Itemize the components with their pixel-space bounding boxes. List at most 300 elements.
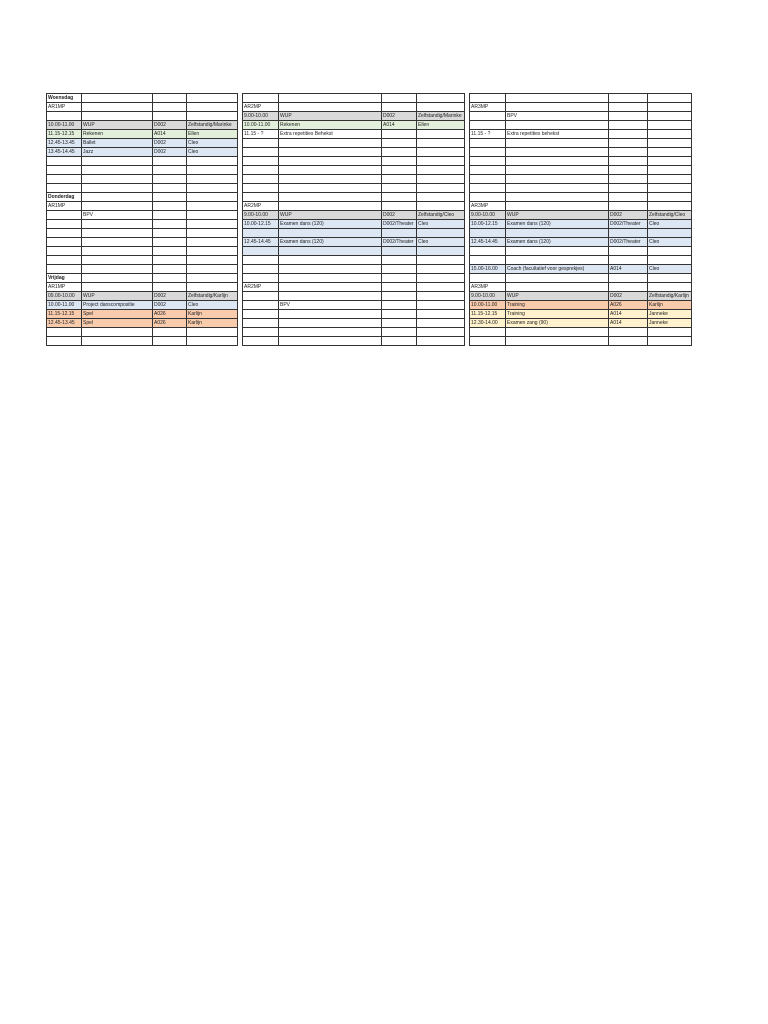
table-cell [153,274,187,283]
table-cell [470,229,506,238]
table-cell [279,166,382,175]
table-cell [417,175,465,184]
table-cell [279,193,382,202]
table-cell [609,175,648,184]
table-cell [153,220,187,229]
table-cell: Cleo [187,301,238,310]
table-cell [82,274,153,283]
table-cell [153,175,187,184]
table-cell [470,94,506,103]
table-cell [243,328,279,337]
table-cell [382,193,417,202]
table-cell: BPV [82,211,153,220]
table-cell [187,256,238,265]
table-cell [648,274,692,283]
table-cell [82,166,153,175]
table-cell [609,229,648,238]
table-cell [82,184,153,193]
table-cell [279,175,382,184]
table-cell: D002 [153,139,187,148]
table-cell [153,184,187,193]
table-cell: Zelfstandig/Marinke [187,121,238,130]
table-cell: A014 [153,130,187,139]
table-row [47,319,692,328]
table-cell [279,328,382,337]
table-cell [279,292,382,301]
table-row [47,148,692,157]
table-cell [648,166,692,175]
table-cell: 11.15 - ? [470,130,506,139]
table-cell [470,148,506,157]
table-row [47,337,692,346]
table-cell [648,157,692,166]
table-row [47,130,692,139]
table-cell [648,202,692,211]
table-cell [382,319,417,328]
table-cell [382,148,417,157]
table-cell [82,283,153,292]
table-cell [153,256,187,265]
table-cell: Cleo [417,220,465,229]
table-cell: D002 [609,292,648,301]
table-cell: A014 [609,319,648,328]
day-header-row [47,274,692,283]
table-cell [187,238,238,247]
table-cell [82,265,153,274]
table-cell [243,274,279,283]
table-cell: 10.00-11.00 [47,121,82,130]
table-cell [506,148,609,157]
table-row [47,175,692,184]
table-row [47,139,692,148]
table-cell [279,103,382,112]
table-cell [47,157,82,166]
table-cell: Zelfstandig/Karlijn [187,292,238,301]
table-cell [506,175,609,184]
table-cell: 12.45-14.45 [243,238,279,247]
table-cell: D002/Theater [382,238,417,247]
table-cell [243,337,279,346]
table-cell [609,157,648,166]
table-cell [47,184,82,193]
table-cell [470,337,506,346]
table-cell: 12.45-13.45 [47,139,82,148]
table-cell [153,193,187,202]
table-cell: Cleo [648,265,692,274]
table-cell [506,139,609,148]
table-cell [243,193,279,202]
table-cell [648,337,692,346]
table-cell [382,94,417,103]
table-cell [609,193,648,202]
table-cell: 12.30-14.00 [470,319,506,328]
table-row [47,202,692,211]
table-cell [243,166,279,175]
table-cell [470,139,506,148]
table-cell [470,328,506,337]
table-cell [82,94,153,103]
table-cell [417,328,465,337]
table-cell [382,265,417,274]
table-cell [187,112,238,121]
table-cell: Project danscompositie [82,301,153,310]
table-cell [82,328,153,337]
table-cell: D002/Theater [609,238,648,247]
table-row [47,184,692,193]
table-cell: D002 [153,148,187,157]
table-cell [187,274,238,283]
table-cell [153,166,187,175]
table-cell: A026 [153,319,187,328]
table-cell [47,337,82,346]
table-cell [243,292,279,301]
table-cell: 10.00-11.00 [470,301,506,310]
table-cell: 09.00-10.00 [47,292,82,301]
table-cell [279,247,382,256]
table-cell [648,121,692,130]
table-cell [470,184,506,193]
table-cell [609,247,648,256]
table-cell: Examen dans (120) [279,220,382,229]
table-cell [243,184,279,193]
table-cell [609,274,648,283]
table-cell [470,247,506,256]
table-cell [648,112,692,121]
table-cell: Cleo [187,139,238,148]
table-cell [417,166,465,175]
table-cell: BPV [506,112,609,121]
day-label: Woensdag [47,94,82,103]
table-cell: AR3MP [470,103,506,112]
table-cell [470,157,506,166]
table-cell [82,202,153,211]
table-cell [470,193,506,202]
table-row [47,247,692,256]
table-cell: 11.15-12.15 [47,310,82,319]
table-cell [609,166,648,175]
table-cell [47,265,82,274]
table-cell: Examen dans (120) [506,220,609,229]
table-cell: WUP [82,121,153,130]
table-cell: 9.00-10.00 [243,211,279,220]
table-cell [187,247,238,256]
table-cell [153,337,187,346]
table-cell [609,112,648,121]
table-cell [187,166,238,175]
table-cell [187,283,238,292]
table-cell [382,103,417,112]
table-cell [47,211,82,220]
table-cell: Karlijn [187,319,238,328]
table-cell: AR2MP [243,103,279,112]
table-cell [187,202,238,211]
table-cell [153,265,187,274]
table-row [47,310,692,319]
table-row [47,328,692,337]
table-cell [382,247,417,256]
table-cell: Spel [82,310,153,319]
table-cell: Zelfstandig/Marinke [417,112,465,121]
table-cell [187,184,238,193]
table-cell: A014 [609,265,648,274]
table-cell [648,103,692,112]
table-cell: Extra repetities behekst [506,130,609,139]
table-cell [82,256,153,265]
table-cell [417,256,465,265]
table-cell [609,139,648,148]
table-cell [382,274,417,283]
table-cell [470,256,506,265]
table-cell [417,274,465,283]
table-cell [47,229,82,238]
table-cell [506,202,609,211]
table-cell [417,265,465,274]
table-cell [47,112,82,121]
table-cell [187,229,238,238]
table-cell [187,211,238,220]
table-cell [648,184,692,193]
table-cell: 10.00-12.15 [470,220,506,229]
table-cell: Extra repetities Behekst [279,130,382,139]
table-cell [506,283,609,292]
table-cell [153,202,187,211]
table-cell [382,337,417,346]
day-header-row [47,193,692,202]
table-cell: WUP [279,112,382,121]
table-cell [243,139,279,148]
table-cell [382,310,417,319]
table-cell [187,103,238,112]
day-label: Vrijdag [47,274,82,283]
table-cell [609,202,648,211]
table-cell [648,328,692,337]
table-cell: Coach (facultatief voor gesprekjes) [506,265,609,274]
table-cell: Zelfstandig/Cleo [648,211,692,220]
table-cell [417,157,465,166]
table-cell: Cleo [648,220,692,229]
table-cell [382,184,417,193]
table-cell: 10.00-12.15 [243,220,279,229]
table-cell: Training [506,301,609,310]
table-cell: Training [506,310,609,319]
table-cell: Ellen [417,121,465,130]
table-cell [82,112,153,121]
table-cell: A026 [153,310,187,319]
table-cell [82,220,153,229]
table-cell [382,256,417,265]
table-cell [609,148,648,157]
table-cell: BPV [279,301,382,310]
table-cell [417,184,465,193]
table-cell [506,229,609,238]
table-cell: Examen dans (120) [506,238,609,247]
table-cell [506,166,609,175]
table-cell: D002/Theater [609,220,648,229]
table-cell: D002 [609,211,648,220]
table-cell: AR1MP [47,202,82,211]
table-cell: Janneke [648,319,692,328]
table-cell [279,148,382,157]
table-cell [417,319,465,328]
table-cell [153,103,187,112]
table-cell [47,238,82,247]
table-cell [279,94,382,103]
table-cell [648,94,692,103]
table-cell [506,157,609,166]
table-cell [82,175,153,184]
table-cell [506,94,609,103]
table-cell [506,193,609,202]
table-cell [609,328,648,337]
table-cell [279,139,382,148]
table-cell [153,211,187,220]
table-cell [47,175,82,184]
table-cell: 10.00-11.00 [47,301,82,310]
table-cell [187,328,238,337]
table-cell: D002/Theater [382,220,417,229]
table-cell [243,319,279,328]
table-cell [243,148,279,157]
table-cell [609,103,648,112]
table-cell: Karlijn [187,310,238,319]
table-cell: A026 [609,301,648,310]
table-cell [470,121,506,130]
table-cell: Rekenen [82,130,153,139]
table-cell [153,238,187,247]
table-cell [648,229,692,238]
table-cell [153,229,187,238]
table-cell [187,265,238,274]
table-cell [609,337,648,346]
table-cell [417,103,465,112]
table-cell [648,148,692,157]
table-cell: Examen zang (90) [506,319,609,328]
table-cell [279,256,382,265]
table-row [47,103,692,112]
table-cell [382,130,417,139]
table-cell: Janneke [648,310,692,319]
table-cell [609,130,648,139]
table-row [47,211,692,220]
table-cell: AR2MP [243,202,279,211]
table-cell: Spel [82,319,153,328]
table-cell [82,247,153,256]
table-cell [187,220,238,229]
table-cell: Ballet [82,139,153,148]
table-cell: 12.45-14.45 [470,238,506,247]
day-header-row [47,94,692,103]
table-cell [82,193,153,202]
table-cell [279,337,382,346]
table-cell: AR1MP [47,103,82,112]
table-cell [382,283,417,292]
table-cell [609,121,648,130]
table-cell [382,202,417,211]
table-cell: 11.15 - ? [243,130,279,139]
table-cell: 13.45-14.45 [47,148,82,157]
day-label: Donderdag [47,193,82,202]
table-cell: Zelfstandig/Karlijn [648,292,692,301]
table-cell [82,238,153,247]
table-cell [417,139,465,148]
table-cell [648,139,692,148]
table-cell [382,328,417,337]
table-cell [279,319,382,328]
table-cell [153,112,187,121]
table-cell [153,94,187,103]
table-cell [648,175,692,184]
table-cell: A014 [609,310,648,319]
table-row [47,238,692,247]
table-cell: 12.45-13.45 [47,319,82,328]
table-cell [243,175,279,184]
table-cell: Rekenen [279,121,382,130]
table-cell: D002 [153,301,187,310]
table-cell: AR3MP [470,202,506,211]
table-cell [506,337,609,346]
table-cell [47,220,82,229]
table-row [47,283,692,292]
table-cell [648,247,692,256]
table-cell: Ellen [187,130,238,139]
table-cell: 9.00-10.00 [470,292,506,301]
table-cell [243,301,279,310]
table-row [47,256,692,265]
table-cell: Cleo [648,238,692,247]
table-cell [279,283,382,292]
table-cell: D002 [153,292,187,301]
table-cell: Karlijn [648,301,692,310]
table-cell [243,265,279,274]
table-cell [609,184,648,193]
table-cell: Jazz [82,148,153,157]
table-cell [82,337,153,346]
table-row [47,166,692,175]
table-cell [648,256,692,265]
table-cell [82,229,153,238]
table-cell [153,247,187,256]
table-cell [382,292,417,301]
table-cell [382,301,417,310]
table-cell: 15.00-16.00 [470,265,506,274]
table-cell: D002 [382,211,417,220]
table-cell [609,256,648,265]
table-cell [243,94,279,103]
table-cell: D002 [382,112,417,121]
table-cell [47,247,82,256]
table-cell [417,94,465,103]
table-cell [506,274,609,283]
table-cell [243,256,279,265]
table-cell [417,301,465,310]
table-cell [506,256,609,265]
table-cell [47,328,82,337]
table-cell [382,157,417,166]
table-cell [470,175,506,184]
table-cell: Cleo [187,148,238,157]
table-cell [382,175,417,184]
table-row [47,301,692,310]
table-cell [187,94,238,103]
table-cell [382,229,417,238]
table-row [47,121,692,130]
table-cell [417,148,465,157]
table-cell [243,157,279,166]
table-cell: WUP [506,211,609,220]
table-cell [609,94,648,103]
table-cell [382,139,417,148]
table-cell [279,265,382,274]
